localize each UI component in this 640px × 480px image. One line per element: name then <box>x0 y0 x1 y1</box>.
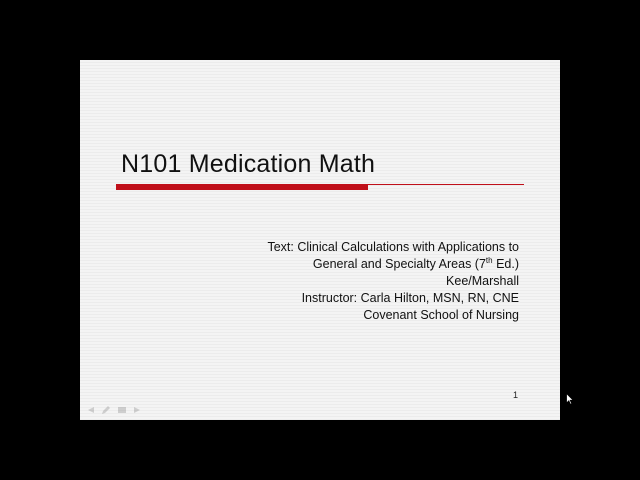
slideshow-controls <box>84 404 144 416</box>
mouse-cursor-icon <box>566 393 574 405</box>
pen-icon[interactable] <box>100 405 112 415</box>
instructor-line: Instructor: Carla Hilton, MSN, RN, CNE <box>301 291 519 305</box>
textbook-line-2-main: General and Specialty Areas (7 <box>312 257 486 271</box>
presentation-slide[interactable] <box>80 60 560 420</box>
course-info <box>189 239 519 324</box>
textbook-line-2-end: Ed.) <box>492 257 519 271</box>
previous-icon[interactable] <box>84 405 96 415</box>
authors-line: Kee/Marshall <box>446 274 519 288</box>
textbook-line-2 <box>189 256 519 273</box>
edition-superscript: th <box>485 255 493 265</box>
title-underline-thick <box>116 184 368 190</box>
textbook-line-1: Text: Clinical Calculations with Applications to <box>267 240 519 254</box>
slides-icon[interactable] <box>116 405 128 415</box>
slide-number: 1 <box>513 390 519 400</box>
school-line: Covenant School of Nursing <box>363 308 519 322</box>
slide-title: N101 Medication Math <box>121 150 376 178</box>
next-icon[interactable] <box>132 405 144 415</box>
